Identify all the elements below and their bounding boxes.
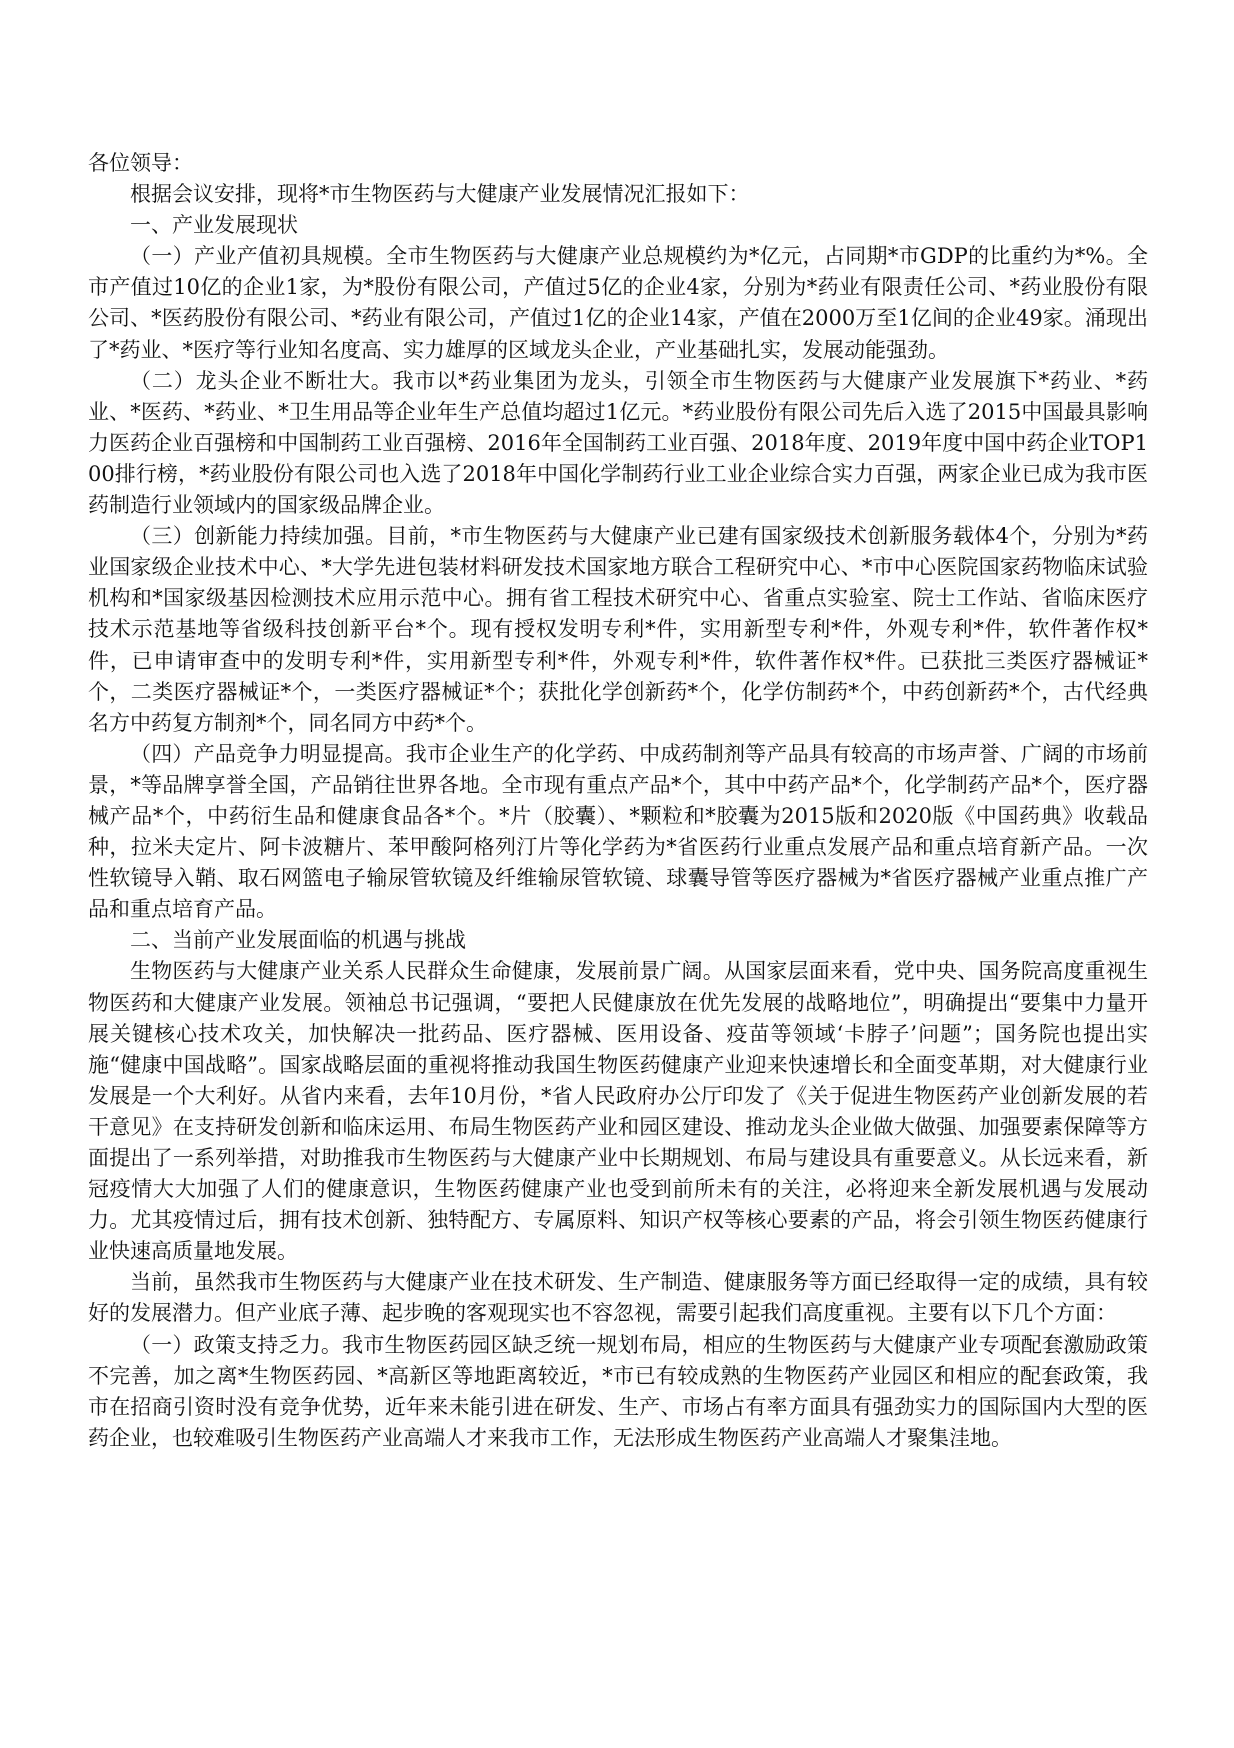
document-body [88, 148, 1148, 1454]
intro-paragraph: 根据会议安排，现将*市生物医药与大健康产业发展情况汇报如下： [130, 182, 750, 207]
paragraph: （四）产品竞争力明显提高。我市企业生产的化学药、中成药制剂等产品具有较高的市场声誉、广阔的市场前景，*等品牌享誉全国，产品销往世界各地。全市现有重点产品*个，其中中药产品*个，化学制药产品*个，医疗器械产品*个，中药衍生品和健康食品各*个。*片（胶囊）、*颗粒和*胶囊为2015版和2020版《中国药典》收载品种，拉米夫定片、阿卡波糖片、苯甲酸阿格列汀片等化学药为*省医药行业重点发展产品和重点培育新产品。一次性软镜导入鞘、取石网篮电子输尿管软镜及纤维输尿管软镜、球囊导管等医疗器械为*省医疗器械产业重点推广产品和重点培育产品。 [88, 741, 1148, 922]
paragraph: （一）政策支持乏力。我市生物医药园区缺乏统一规划布局，相应的生物医药与大健康产业专项配套激励政策不完善，加之离*生物医药园、*高新区等地距离较近，*市已有较成熟的生物医药产业园区和相应的配套政策，我市在招商引资时没有竞争优势，近年来未能引进在研发、生产、市场占有率方面具有强劲实力的国际国内大型的医药企业，也较难吸引生物医药产业高端人才来我市工作，无法形成生物医药产业高端人才聚集洼地。 [88, 1332, 1148, 1450]
paragraph: 生物医药与大健康产业关系人民群众生命健康，发展前景广阔。从国家层面来看，党中央、国务院高度重视生物医药和大健康产业发展。领袖总书记强调，“要把人民健康放在优先发展的战略地位”，明确提出“要集中力量开展关键核心技术攻关，加快解决一批药品、医疗器械、医用设备、疫苗等领域‘卡脖子’问题”；国务院也提出实施“健康中国战略”。国家战略层面的重视将推动我国生物医药健康产业迎来快速增长和全面变革期，对大健康行业发展是一个大利好。从省内来看，去年10月份，*省人民政府办公厅印发了《关于促进生物医药产业创新发展的若干意见》在支持研发创新和临床运用、布局生物医药产业和园区建设、推动龙头企业做大做强、加强要素保障等方面提出了一系列举措，对助推我市生物医药与大健康产业中长期规划、布局与建设具有重要意义。从长远来看，新冠疫情大大加强了人们的健康意识，生物医药健康产业也受到前所未有的关注，必将迎来全新发展机遇与发展动力。尤其疫情过后，拥有技术创新、独特配方、专属原料、知识产权等核心要素的产品，将会引领生物医药健康行业快速高质量地发展。 [88, 959, 1148, 1264]
paragraph: （一）产业产值初具规模。全市生物医药与大健康产业总规模约为*亿元，占同期*市GDP的比重约为*%。全市产值过10亿的企业1家，为*股份有限公司，产值过5亿的企业4家，分别为*药业有限责任公司、*药业股份有限公司、*医药股份有限公司、*药业有限公司，产值过1亿的企业14家，产值在2000万至1亿间的企业49家。涌现出了*药业、*医疗等行业知名度高、实力雄厚的区域龙头企业，产业基础扎实，发展动能强劲。 [88, 244, 1148, 362]
paragraph: （二）龙头企业不断壮大。我市以*药业集团为龙头，引领全市生物医药与大健康产业发展旗下*药业、*药业、*医药、*药业、*卫生用品等企业年生产总值均超过1亿元。*药业股份有限公司先后入选了2015中国最具影响力医药企业百强榜和中国制药工业百强榜、2016年全国制药工业百强、2018年度、2019年度中国中药企业TOP100排行榜，*药业股份有限公司也入选了2018年中国化学制药行业工业企业综合实力百强，两家企业已成为我市医药制造行业领域内的国家级品牌企业。 [88, 368, 1148, 518]
paragraph: 当前，虽然我市生物医药与大健康产业在技术研发、生产制造、健康服务等方面已经取得一定的成绩，具有较好的发展潜力。但产业底子薄、起步晚的客观现实也不容忽视，需要引起我们高度重视。主要有以下几个方面： [88, 1270, 1148, 1326]
section-heading: 一、产业发展现状 [130, 213, 298, 238]
paragraph: （三）创新能力持续加强。目前，*市生物医药与大健康产业已建有国家级技术创新服务载体4个，分别为*药业国家级企业技术中心、*大学先进包装材料研发技术国家地方联合工程研究中心、*市中心医院国家药物临床试验机构和*国家级基因检测技术应用示范中心。拥有省工程技术研究中心、省重点实验室、院士工作站、省临床医疗技术示范基地等省级科技创新平台*个。现有授权发明专利*件，实用新型专利*件，外观专利*件，软件著作权*件，已申请审查中的发明专利*件，实用新型专利*件，外观专利*件，软件著作权*件。已获批三类医疗器械证*个，二类医疗器械证*个，一类医疗器械证*个；获批化学创新药*个，化学仿制药*个，中药创新药*个，古代经典名方中药复方制剂*个，同名同方中药*个。 [88, 524, 1148, 735]
salutation: 各位领导： [88, 151, 193, 175]
section-heading: 二、当前产业发展面临的机遇与挑战 [130, 928, 466, 953]
